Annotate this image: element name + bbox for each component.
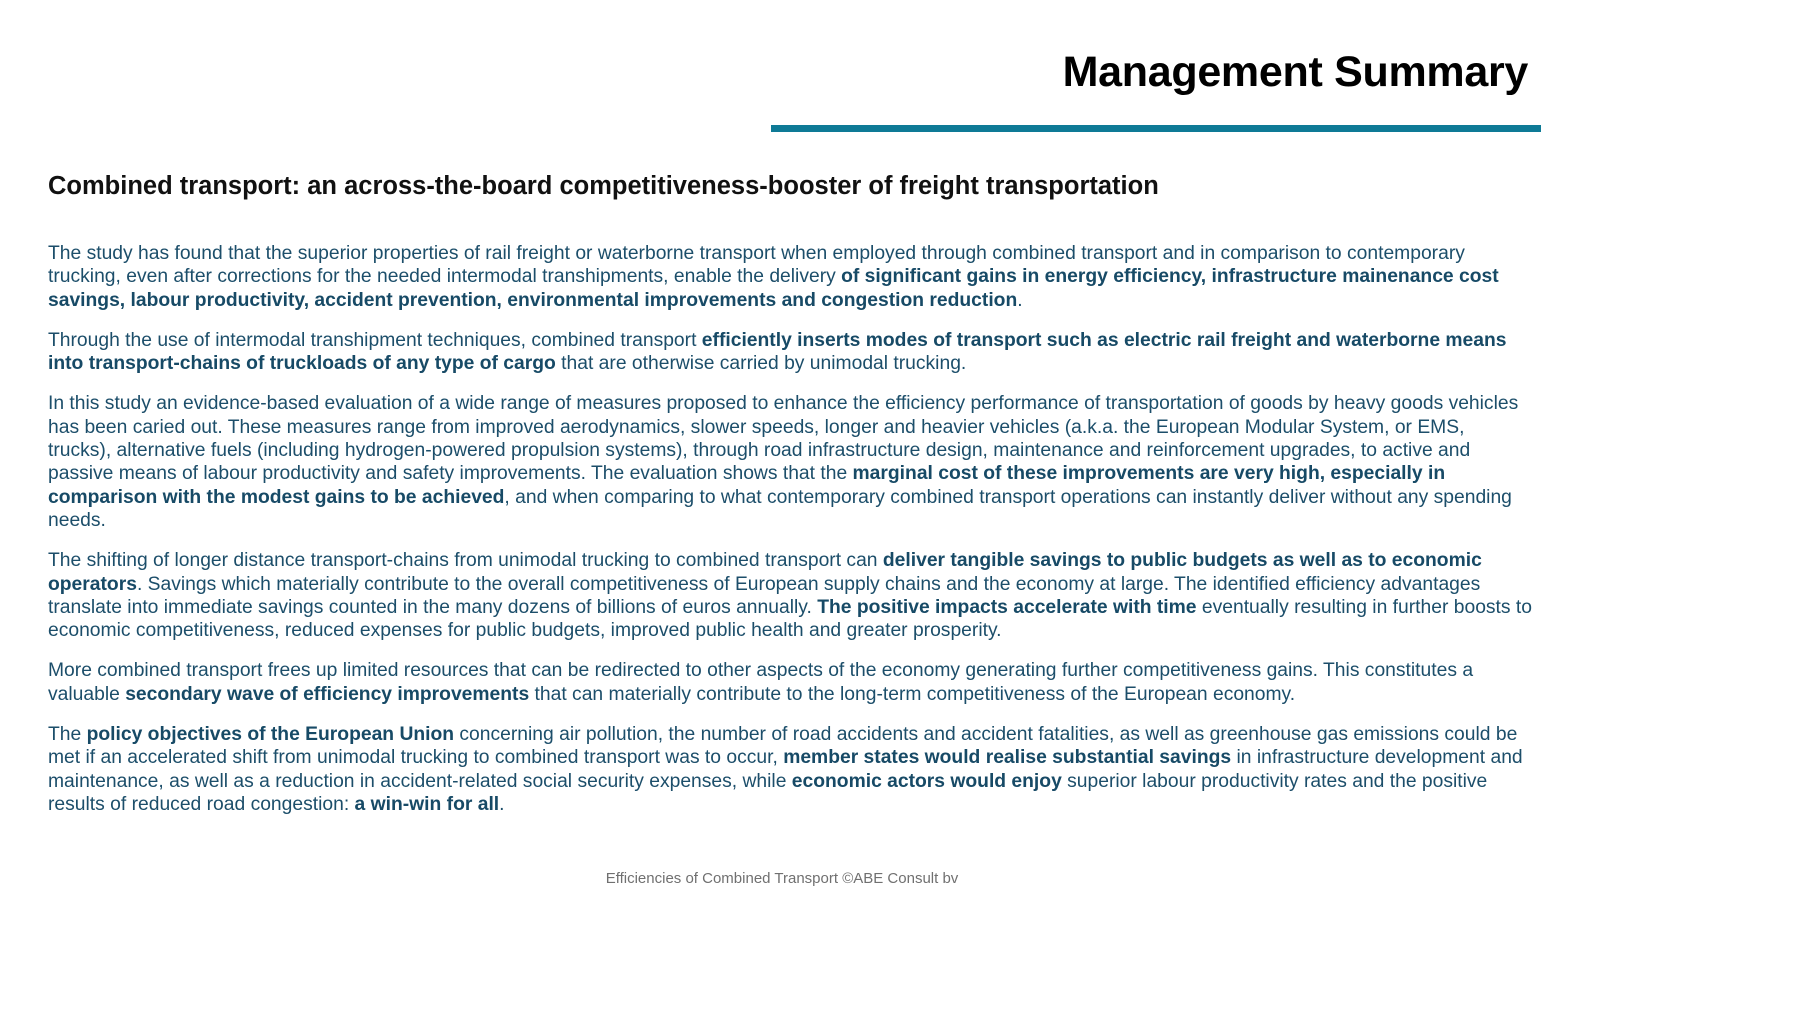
title-divider [771,125,1541,132]
body-text: that can materially contribute to the long-term competitiveness of the European economy. [529,683,1296,705]
page-title: Management Summary [1062,48,1528,96]
body-text: in infrastructure development and maintenance, as well as a reduction in accident-related social security expenses, while [48,747,1523,792]
body-text: , and when comparing to what contemporary combined transport operations can instantly deliver without any spending needs. [48,486,1512,531]
emphasis-text: marginal cost of these improvements are very high, especially in comparison with the modest gains to be achieved [48,463,1446,508]
emphasis-text: The positive impacts accelerate with time [817,596,1197,618]
body-text: . [499,793,505,815]
emphasis-text: efficiently inserts modes of transport such as electric rail freight and waterborne means into transport-chains of truckloads of any type of cargo [48,329,1507,375]
emphasis-text: a win-win for all [354,793,500,815]
emphasis-text: deliver tangible savings to public budgets as well as to economic operators [48,550,1482,595]
summary-body [48,242,1532,833]
body-text: The shifting of longer distance transport-chains from unimodal trucking to combined transport can [48,550,883,572]
body-text: superior labour productivity rates and the positive results of reduced road congestion: [48,770,1488,815]
body-text: Through the use of intermodal transhipment techniques, combined transport [48,329,702,351]
emphasis-text: of significant gains in energy efficiency, infrastructure mainenance cost savings, labour productivity, accident prevention, environmental improvements and congestion reduction [48,266,1499,311]
body-text: In this study an evidence-based evaluation of a wide range of measures proposed to enhance the efficiency performance of transportation of goods by heavy goods vehicles has been caried out. These measures range from improved aerodynamics, slower speeds, longer and heavier vehicles (a.k.a. the European Modular System, or EMS, trucks), alternative fuels (including hydrogen-powered propulsion systems), through road infrastructure design, maintenance and reinforcement upgrades, to active and passive means of labour productivity and safety improvements. The evaluation shows that the [48,393,1519,485]
page-footer: Efficiencies of Combined Transport ©ABE Consult bv [605,870,959,887]
paragraph [48,723,1532,816]
body-text: concerning air pollution, the number of road accidents and accident fatalities, as well as greenhouse gas emissions could be met if an accelerated shift from unimodal trucking to combined transport was to occur, [48,724,1518,769]
body-text: The study has found that the superior properties of rail freight or waterborne transport when employed through combined transport and in comparison to contemporary trucking, even after corrections for the needed intermodal transhipments, enable the delivery [48,243,1465,288]
paragraph [48,242,1532,312]
body-text: The [48,724,87,746]
body-text: . [1017,289,1023,311]
emphasis-text: policy objectives of the European Union [86,724,455,746]
paragraph [48,659,1532,706]
section-heading: Combined transport: an across-the-board competitiveness-booster of freight transportation [48,172,1159,200]
body-text: eventually resulting in further boosts to economic competitiveness, reduced expenses for public budgets, improved public health and greater prosperity. [48,596,1532,642]
emphasis-text: member states would realise substantial savings [783,747,1232,769]
paragraph [48,549,1532,642]
paragraph [48,392,1532,532]
emphasis-text: secondary wave of efficiency improvements [125,683,530,705]
body-text: More combined transport frees up limited resources that can be redirected to other aspects of the economy generating further competitiveness gains. This constitutes a valuable [48,660,1474,705]
paragraph [48,329,1532,376]
emphasis-text: economic actors would enjoy [791,770,1062,792]
body-text: . Savings which materially contribute to the overall competitiveness of European supply chains and the economy at large. The identified efficiency advantages translate into immediate savings counted in the many dozens of billions of euros annually. [48,573,1481,618]
body-text: that are otherwise carried by unimodal trucking. [555,353,967,375]
